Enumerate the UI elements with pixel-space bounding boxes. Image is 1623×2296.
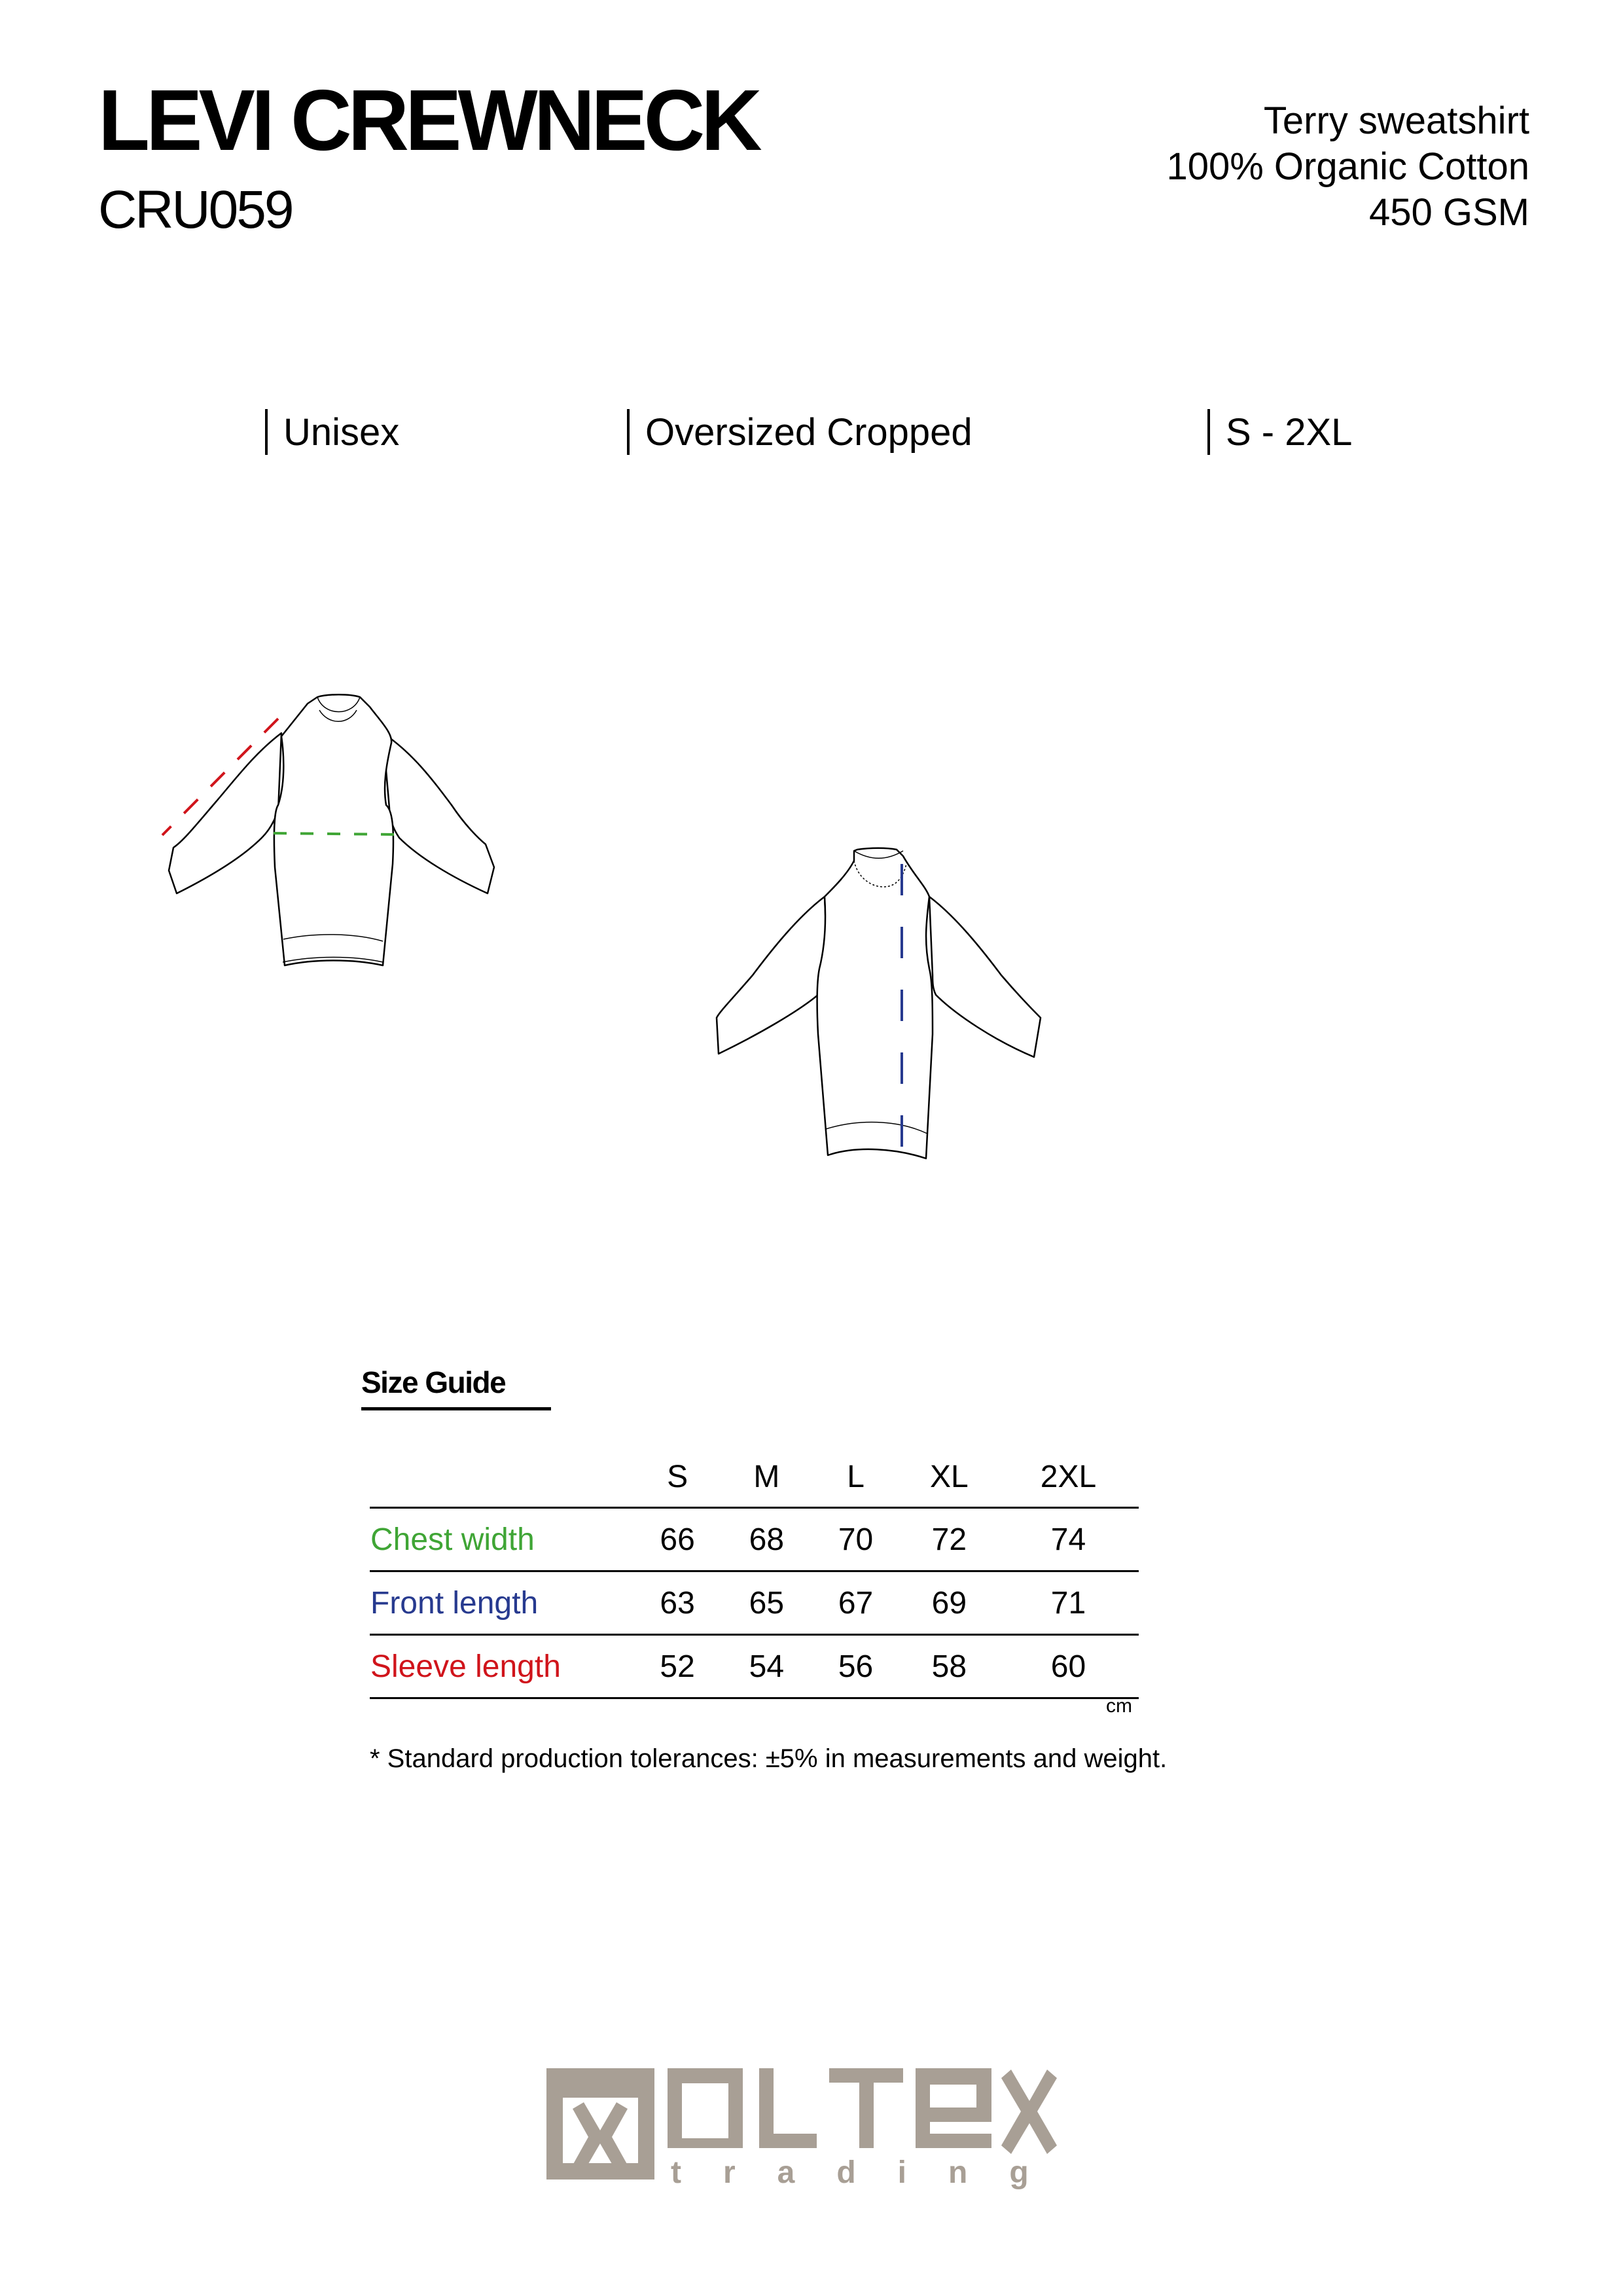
product-specs [1166, 98, 1529, 236]
size-col-xl: XL [901, 1446, 998, 1508]
product-title: LEVI CREWNECK [98, 72, 758, 168]
cell: 65 [722, 1571, 811, 1635]
cell: 52 [633, 1635, 722, 1698]
oltex-logo [546, 2062, 1090, 2193]
size-guide-title: Size Guide [361, 1365, 506, 1399]
row-label-chest: Chest width [370, 1508, 633, 1571]
divider [265, 409, 268, 455]
size-col-m: M [722, 1446, 811, 1508]
cell: 60 [998, 1635, 1139, 1698]
product-code: CRU059 [98, 180, 293, 240]
attribute-label: S - 2XL [1226, 410, 1353, 454]
size-guide-underline [361, 1407, 551, 1410]
cell: 68 [722, 1508, 811, 1571]
row-label-front: Front length [370, 1571, 633, 1635]
sweatshirt-back-illustration [707, 838, 1453, 1191]
table-row-sleeve [370, 1635, 1139, 1698]
cell: 63 [633, 1571, 722, 1635]
size-col-s: S [633, 1446, 722, 1508]
cell: 56 [811, 1635, 900, 1698]
size-col-2xl: 2XL [998, 1446, 1139, 1508]
cell: 58 [901, 1635, 998, 1698]
attribute-gender [265, 406, 399, 458]
attribute-label: Oversized Cropped [645, 410, 972, 454]
divider [1207, 409, 1210, 455]
size-col-l: L [811, 1446, 900, 1508]
size-table [370, 1446, 1139, 1699]
spec-weight: 450 GSM [1369, 191, 1529, 234]
unit-label: cm [1106, 1695, 1132, 1717]
row-label-sleeve: Sleeve length [370, 1635, 633, 1698]
table-row-chest [370, 1508, 1139, 1571]
tolerance-note: * Standard production tolerances: ±5% in measurements and weight. [370, 1744, 1168, 1773]
logo-subtitle: trading [671, 2155, 1071, 2190]
attribute-label: Unisex [283, 410, 400, 454]
size-table-header [370, 1446, 1139, 1508]
cell: 71 [998, 1571, 1139, 1635]
spec-composition: 100% Organic Cotton [1166, 145, 1529, 188]
cell: 54 [722, 1635, 811, 1698]
cell: 72 [901, 1508, 998, 1571]
table-row-front [370, 1571, 1139, 1635]
attribute-sizes [1207, 406, 1352, 458]
cell: 66 [633, 1508, 722, 1571]
cell: 69 [901, 1571, 998, 1635]
spec-fabric: Terry sweatshirt [1263, 99, 1529, 142]
cell: 67 [811, 1571, 900, 1635]
blank-header [370, 1446, 633, 1508]
attribute-fit [627, 406, 972, 458]
cell: 74 [998, 1508, 1139, 1571]
cell: 70 [811, 1508, 900, 1571]
divider [627, 409, 630, 455]
